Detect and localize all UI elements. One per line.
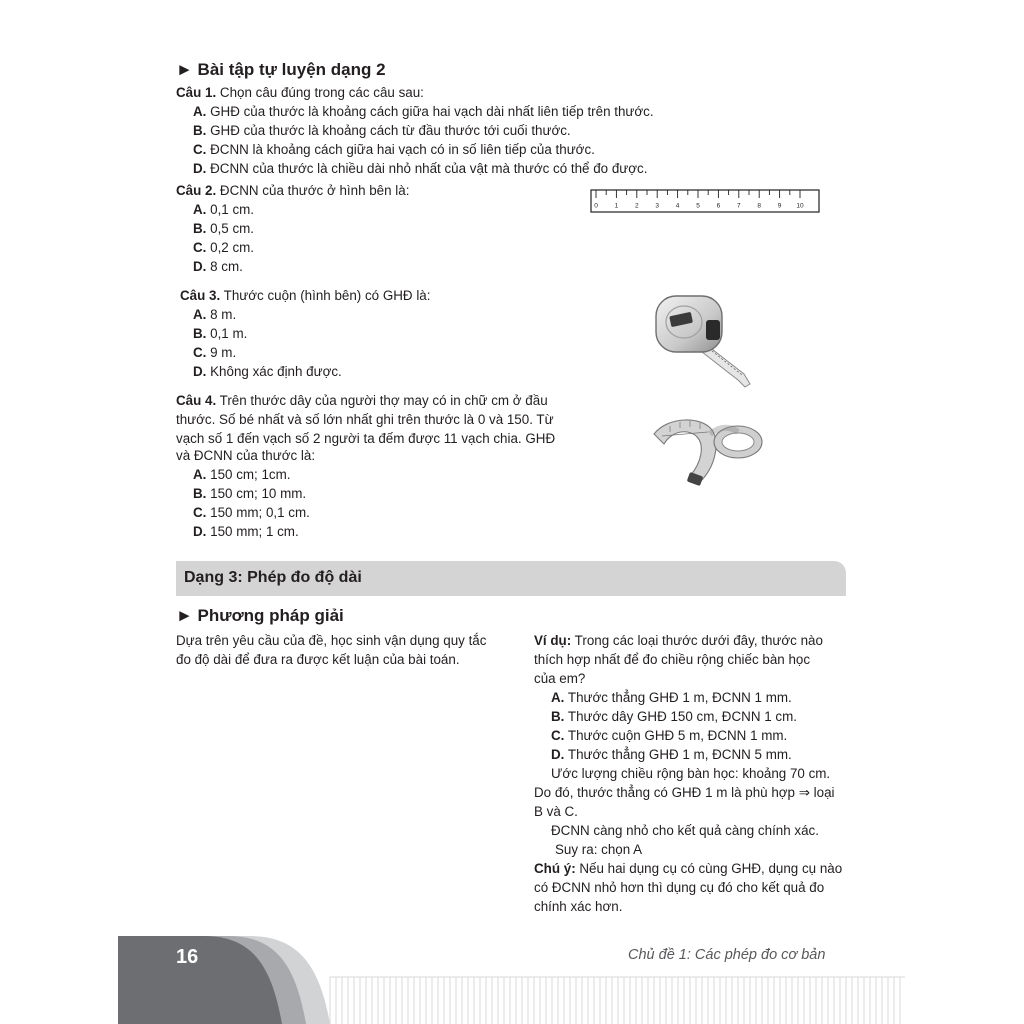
ruler-label: 2 [634, 202, 639, 210]
example-intro [534, 631, 823, 650]
option [193, 484, 306, 503]
option-text: 8 cm. [206, 259, 243, 274]
question-text: Thước cuộn (hình bên) có GHĐ là: [220, 288, 431, 303]
option-letter: C. [193, 505, 207, 520]
option-letter: C. [551, 728, 565, 743]
option-text: GHĐ của thước là khoảng cách giữa hai vạch dài nhất liên tiếp trên thước. [206, 104, 654, 119]
option [193, 343, 236, 362]
solution-line: Ước lượng chiều rộng bàn học: khoảng 70 cm. [551, 766, 831, 781]
option [551, 745, 792, 764]
option-text: 150 cm; 1cm. [206, 467, 291, 482]
option [551, 688, 792, 707]
question-text-line: thước. Số bé nhất và số lớn nhất ghi trên thước là 0 và 150. Từ [176, 412, 554, 427]
option-letter: B. [193, 123, 207, 138]
option-text: GHĐ của thước là khoảng cách từ đầu thước tới cuối thước. [206, 123, 571, 138]
question-3 [180, 286, 430, 305]
ruler-label: 6 [716, 202, 721, 210]
example-text-line: thích hợp nhất để đo chiều rộng chiếc bàn học [534, 652, 811, 667]
option [193, 200, 254, 219]
option [193, 522, 299, 541]
option-letter: D. [193, 524, 207, 539]
option-text: Thước dây GHĐ 150 cm, ĐCNN 1 cm. [564, 709, 797, 724]
option-letter: A. [193, 104, 207, 119]
option-text: 150 mm; 0,1 cm. [206, 505, 310, 520]
note-text-line: Nếu hai dụng cụ có cùng GHĐ, dụng cụ nào [575, 861, 843, 876]
solution-line: ĐCNN càng nhỏ cho kết quả càng chính xác. [551, 823, 819, 838]
option-text: 0,5 cm. [206, 221, 255, 236]
option-letter: D. [193, 259, 207, 274]
ruler-figure [590, 189, 822, 215]
page-number: 16 [176, 946, 199, 968]
option-text: 0,1 m. [206, 326, 248, 341]
note-text-line: chính xác hơn. [534, 899, 623, 914]
example-text-line: của em? [534, 671, 586, 686]
question-label: Câu 3. [180, 288, 221, 303]
option [193, 324, 247, 343]
method-text-line: Dựa trên yêu cầu của đề, học sinh vận dụng quy tắc [176, 633, 487, 648]
option-text: 0,2 cm. [206, 240, 255, 255]
ruler-label: 5 [696, 202, 700, 210]
option [193, 140, 595, 159]
question-2 [176, 181, 409, 200]
note [534, 859, 842, 878]
option [193, 219, 254, 238]
option [193, 159, 647, 178]
option [193, 238, 254, 257]
option-letter: B. [193, 326, 207, 341]
option [193, 305, 236, 324]
question-label: Câu 2. [176, 183, 217, 198]
option-text: 0,1 cm. [206, 202, 255, 217]
ruler-label: 3 [655, 202, 660, 210]
option-text: Thước thẳng GHĐ 1 m, ĐCNN 1 mm. [564, 690, 792, 705]
option-text: 150 mm; 1 cm. [206, 524, 299, 539]
option-text: Không xác định được. [206, 364, 342, 379]
footer-hatch [330, 977, 900, 1024]
ruler-label: 8 [757, 202, 762, 210]
option-text: ĐCNN là khoảng cách giữa hai vạch có in số liên tiếp của thước. [206, 142, 595, 157]
ruler-label: 1 [614, 202, 619, 210]
method-heading: ► Phương pháp giải [176, 606, 344, 625]
option-letter: A. [193, 467, 207, 482]
sewing-tape-image [650, 412, 766, 492]
option-text: 9 m. [206, 345, 237, 360]
option-letter: D. [193, 364, 207, 379]
option [551, 707, 797, 726]
question-4 [176, 391, 548, 410]
ruler-label: 0 [594, 202, 598, 210]
question-text-line: Trên thước dây của người thợ may có in chữ cm ở đầu [216, 393, 548, 408]
option-letter: A. [193, 307, 207, 322]
solution-line: Do đó, thước thẳng có GHĐ 1 m là phù hợp ⇒ loại [534, 785, 835, 800]
option [193, 257, 243, 276]
option-letter: C. [193, 240, 207, 255]
section-header-bar [176, 561, 846, 596]
question-text-line: vạch số 1 đến vạch số 2 người ta đếm được 11 vạch chia. GHĐ [176, 431, 556, 446]
solution-line: Suy ra: chọn A [555, 842, 643, 857]
ruler-label: 9 [777, 202, 782, 210]
example-text-line: Trong các loại thước dưới đây, thước nào [571, 633, 823, 648]
question-text-line: và ĐCNN của thước là: [176, 448, 316, 463]
option-text: 150 cm; 10 mm. [206, 486, 307, 501]
option [193, 102, 654, 121]
example-label: Ví dụ: [534, 633, 572, 648]
question-text: Chọn câu đúng trong các câu sau: [216, 85, 424, 100]
option-letter: A. [551, 690, 565, 705]
practice-heading: ► Bài tập tự luyện dạng 2 [176, 60, 386, 79]
tape-measure-image [646, 288, 758, 398]
option-letter: B. [193, 486, 207, 501]
option-letter: A. [193, 202, 207, 217]
option-letter: D. [193, 161, 207, 176]
option-letter: C. [193, 142, 207, 157]
option-text: Thước thẳng GHĐ 1 m, ĐCNN 5 mm. [564, 747, 792, 762]
ruler-label: 4 [675, 202, 680, 210]
ruler-body [591, 190, 819, 212]
note-label: Chú ý: [534, 861, 576, 876]
option [551, 726, 787, 745]
option-text: Thước cuộn GHĐ 5 m, ĐCNN 1 mm. [564, 728, 788, 743]
solution-line: B và C. [534, 804, 578, 819]
option [193, 465, 291, 484]
option-letter: C. [193, 345, 207, 360]
question-label: Câu 1. [176, 85, 217, 100]
option [193, 503, 310, 522]
method-text-line: đo độ dài để đưa ra được kết luận của bài toán. [176, 652, 460, 667]
section-title: Dạng 3: Phép đo độ dài [184, 569, 362, 586]
ruler-label: 7 [736, 202, 741, 210]
question-1 [176, 83, 424, 102]
note-text-line: có ĐCNN nhỏ hơn thì dụng cụ đó cho kết quả đo [534, 880, 825, 895]
option-text: 8 m. [206, 307, 237, 322]
option [193, 121, 571, 140]
option-letter: B. [193, 221, 207, 236]
option-letter: D. [551, 747, 565, 762]
option-text: ĐCNN của thước là chiều dài nhỏ nhất của vật mà thước có thể đo được. [206, 161, 648, 176]
option-letter: B. [551, 709, 565, 724]
question-label: Câu 4. [176, 393, 217, 408]
ruler-label: 10 [796, 202, 804, 210]
chapter-title: Chủ đề 1: Các phép đo cơ bản [628, 947, 826, 963]
footer-decoration [0, 928, 1024, 1024]
question-text: ĐCNN của thước ở hình bên là: [216, 183, 410, 198]
option [193, 362, 342, 381]
